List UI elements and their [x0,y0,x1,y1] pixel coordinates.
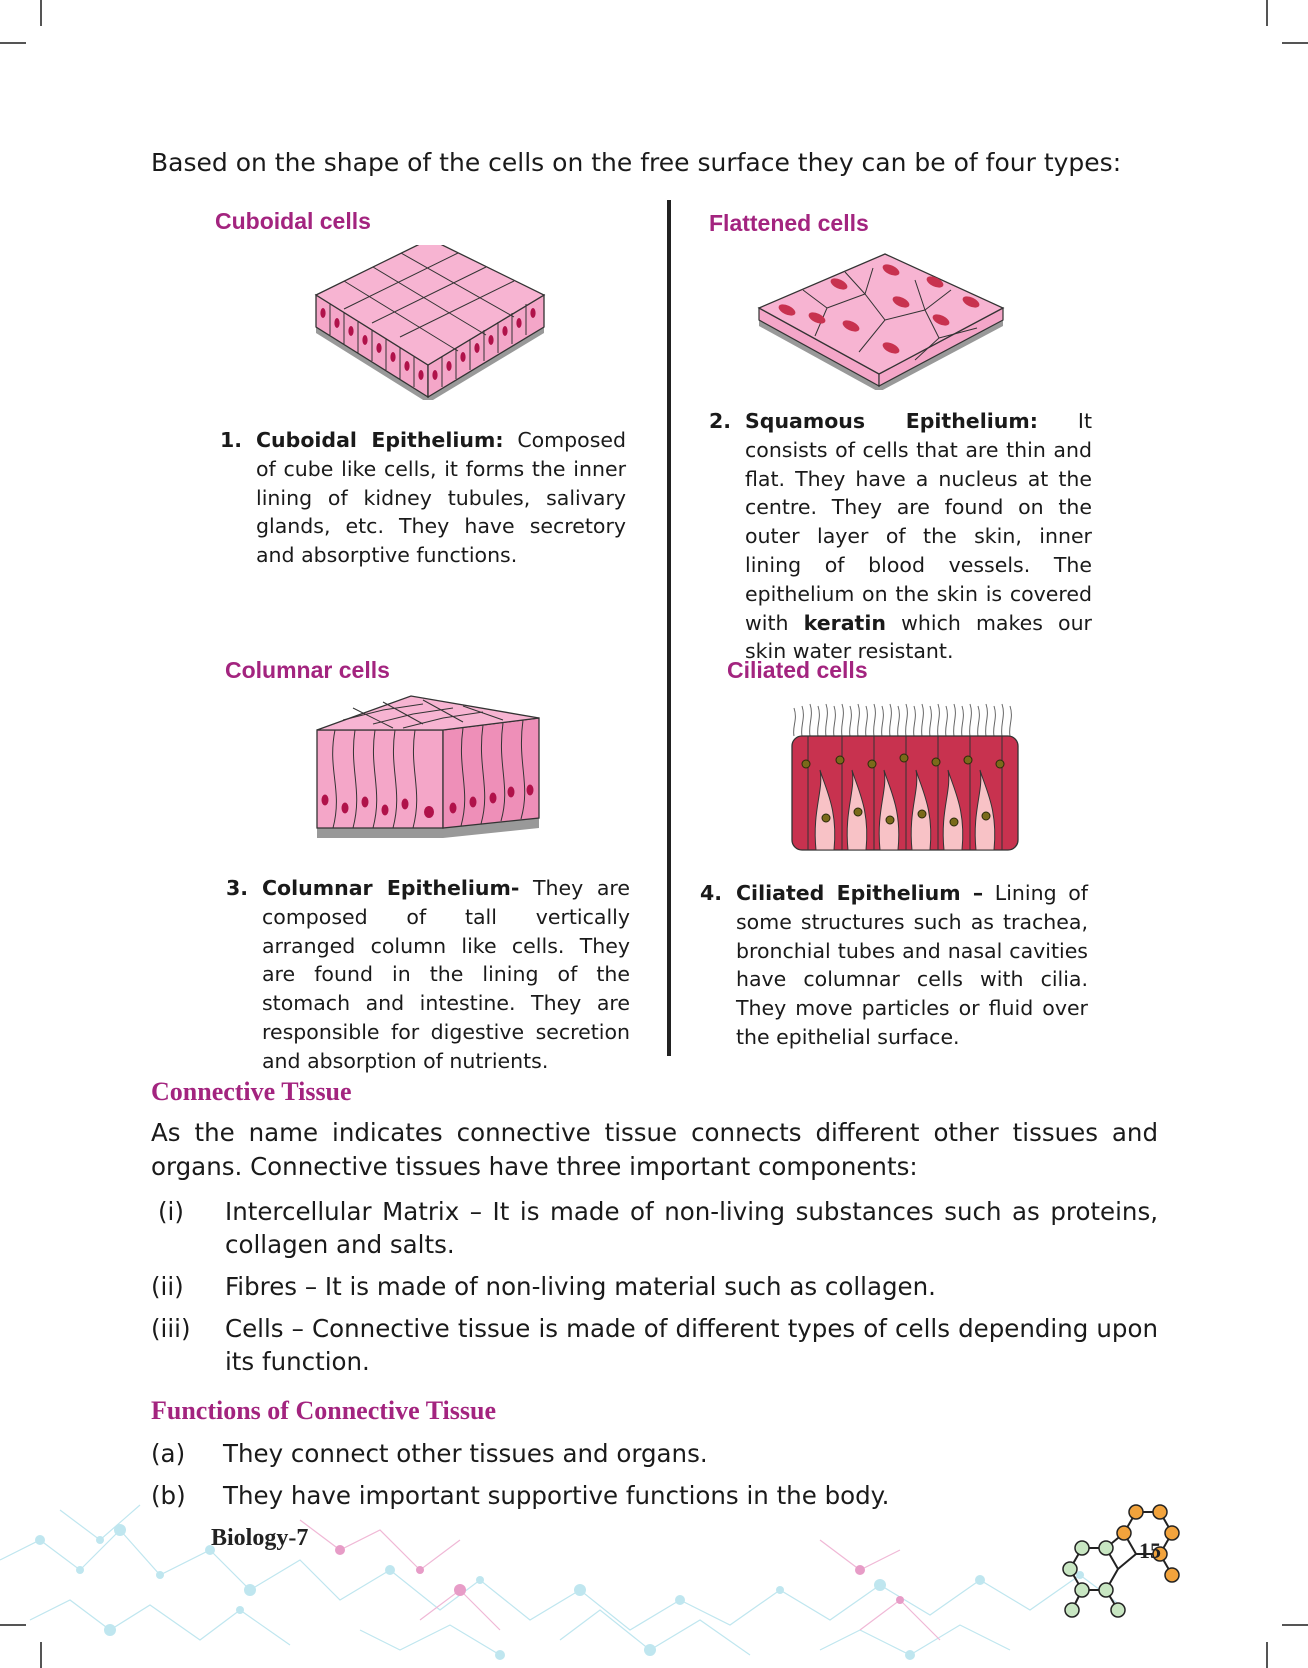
columnar-description: 3. Columnar Epithelium- They are composed of tall vertically arranged column like cells. They are found in the lining of the stomach and intestine. They are responsible for digestive secretion and absorption of nutrients. [226,876,630,1073]
component-item: (iii) Cells – Connective tissue is made of different types of cells depending upon its function. [151,1314,1158,1376]
connective-tissue-paragraph: As the name indicates connective tissue connects different other tissues and organs. Connective tissues have three important components: [151,1118,1158,1181]
flattened-caption: Flattened cells [709,210,869,236]
columnar-caption: Columnar cells [225,657,390,683]
intro-text: Based on the shape of the cells on the free surface they can be of four types: [151,148,1122,177]
component-item: (ii) Fibres – It is made of non-living material such as collagen. [151,1272,936,1301]
ciliated-caption: Ciliated cells [727,657,868,683]
page-number: 15 [1139,1538,1161,1563]
function-item: (a) They connect other tissues and organs. [151,1439,708,1468]
flattened-cells-illustration [755,250,1005,390]
cuboidal-cells-illustration [308,245,554,400]
connective-tissue-heading: Connective Tissue [151,1077,352,1106]
book-title: Biology-7 [211,1525,309,1551]
functions-heading: Functions of Connective Tissue [151,1396,497,1425]
squamous-description: 2. Squamous Epithelium: It consists of cells that are thin and flat. They have a nucleus at the centre. They are found on the outer layer of the skin, inner lining of blood vessels. The epithelium on the skin is covered with keratin which makes our skin water resistant. [709,409,1092,664]
ciliated-cells-illustration [786,700,1032,852]
cuboidal-caption: Cuboidal cells [215,208,371,234]
columnar-cells-illustration [313,690,543,854]
hexagon-molecule-icon [1052,1500,1202,1630]
ciliated-description: 4. Ciliated Epithelium – Lining of some structures such as trachea, bronchial tubes and nasal cavities have columnar cells with cilia. They move particles or fluid over the epithelial surface. [700,881,1088,1049]
component-item: (i) Intercellular Matrix – It is made of non-living substances such as proteins, collagen and salts. [158,1197,1158,1259]
column-divider [667,200,671,1056]
function-item: (b) They have important supportive functions in the body. [151,1481,890,1510]
cuboidal-description: 1. Cuboidal Epithelium: Composed of cube like cells, it forms the inner lining of kidney tubules, salivary glands, etc. They have secretory and absorptive functions. [220,428,626,568]
